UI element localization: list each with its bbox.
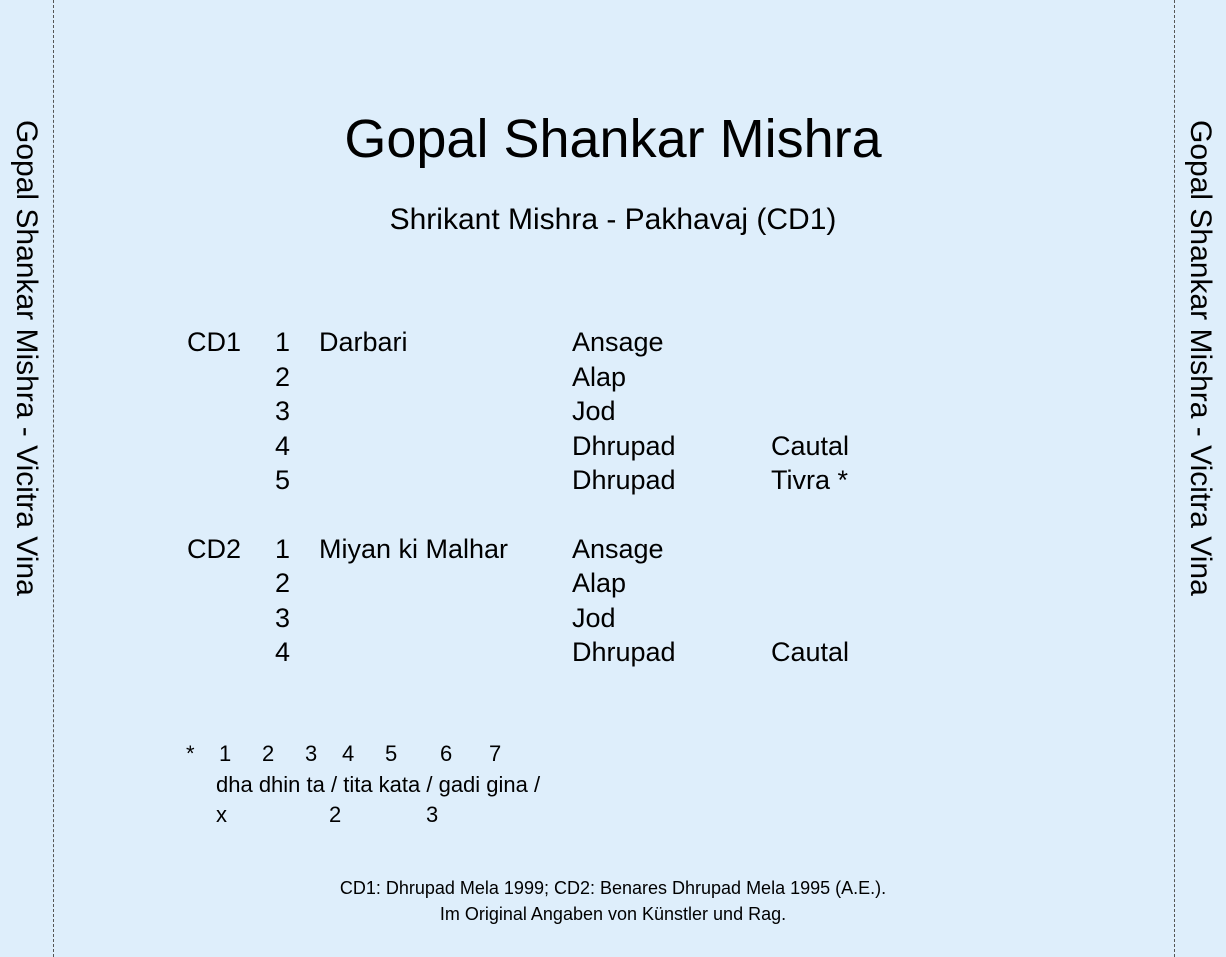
- cd1-track-1-part: Ansage: [572, 327, 664, 357]
- cd2-track-1-number: 1: [275, 534, 291, 564]
- tala-mark: x: [216, 802, 227, 827]
- footer-line-2: Im Original Angaben von Künstler und Rag.: [439, 904, 787, 924]
- cd1-track-5-number: 5: [275, 465, 291, 495]
- cd1-track-1-number: 1: [275, 327, 291, 357]
- cd2-track-4-tala: Cautal: [771, 637, 850, 667]
- beat-number: 6: [440, 741, 453, 766]
- cd1-track-2-number: 2: [275, 362, 291, 392]
- cd1-track-3-part: Jod: [572, 396, 616, 426]
- spine-text-right: Gopal Shankar Mishra - Vicitra Vina: [1184, 120, 1217, 596]
- bol-syllables: dha dhin ta / tita kata / gadi gina /: [216, 772, 541, 797]
- cd2-track-1-part: Ansage: [572, 534, 664, 564]
- page-title: Gopal Shankar Mishra: [344, 109, 882, 169]
- tala-mark: 3: [426, 802, 439, 827]
- cd1-track-3-number: 3: [275, 396, 291, 426]
- cd1-track-5-part: Dhrupad: [572, 465, 676, 495]
- beat-number: 4: [342, 741, 355, 766]
- cd2-track-4-part: Dhrupad: [572, 637, 676, 667]
- cd1-track-5-tala: Tivra *: [771, 465, 849, 495]
- cd2-track-2-part: Alap: [572, 568, 627, 598]
- beat-number: 5: [385, 741, 398, 766]
- cd1-raga: Darbari: [319, 327, 408, 357]
- cd1-track-4-tala: Cautal: [771, 431, 850, 461]
- footnote-asterisk: *: [186, 741, 195, 766]
- cd1-label: CD1: [187, 327, 242, 357]
- beat-number: 1: [219, 741, 232, 766]
- cd2-track-3-part: Jod: [572, 603, 616, 633]
- beat-number: 7: [489, 741, 502, 766]
- cd2-label: CD2: [187, 534, 242, 564]
- beat-number: 3: [305, 741, 318, 766]
- cd1-track-4-part: Dhrupad: [572, 431, 676, 461]
- cd2-track-4-number: 4: [275, 637, 291, 667]
- tala-mark: 2: [329, 802, 342, 827]
- cd2-raga: Miyan ki Malhar: [319, 534, 509, 564]
- cd1-track-4-number: 4: [275, 431, 291, 461]
- page-subtitle: Shrikant Mishra - Pakhavaj (CD1): [389, 203, 837, 236]
- spine-text-left: Gopal Shankar Mishra - Vicitra Vina: [10, 120, 43, 596]
- footer-line-1: CD1: Dhrupad Mela 1999; CD2: Benares Dhrupad Mela 1995 (A.E.).: [339, 878, 887, 898]
- cd2-track-2-number: 2: [275, 568, 291, 598]
- beat-number: 2: [262, 741, 275, 766]
- cd2-track-3-number: 3: [275, 603, 291, 633]
- cd1-track-2-part: Alap: [572, 362, 627, 392]
